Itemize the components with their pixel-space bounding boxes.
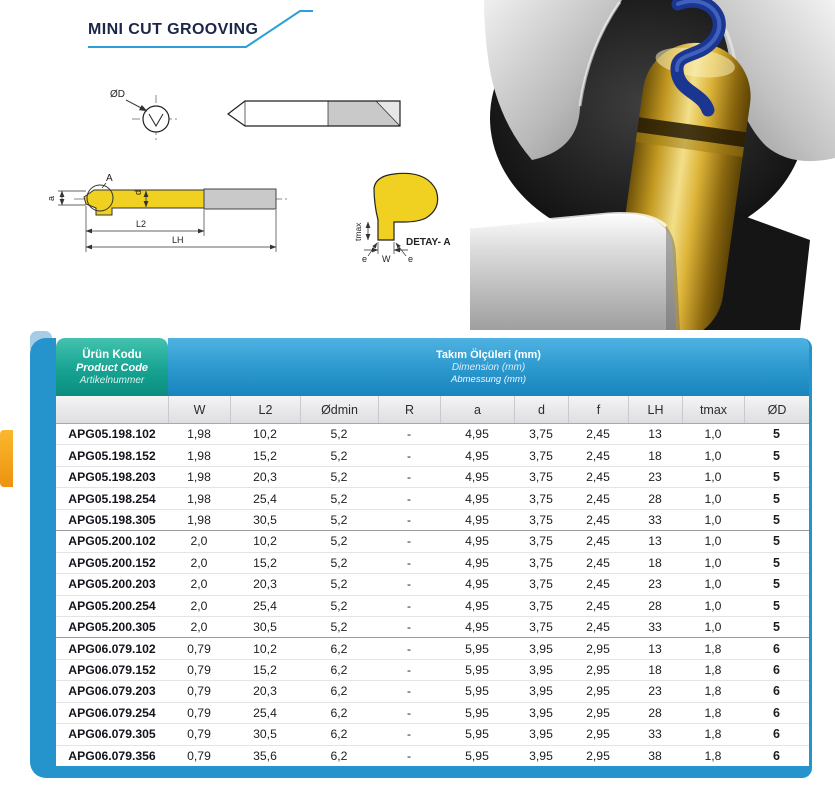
table-row [56, 680, 809, 701]
value-cell: 1,8 [704, 748, 722, 763]
value-cell: 6,2 [330, 748, 348, 763]
value-cell: - [406, 427, 412, 442]
value-cell: 3,95 [529, 748, 553, 763]
value-cell: 1,0 [704, 555, 722, 570]
section-index-tab [0, 430, 13, 487]
table-row [56, 616, 809, 637]
value-cell: 3,75 [529, 470, 553, 485]
value-cell: 2,0 [190, 620, 208, 635]
product-code: APG05.200.305 [68, 620, 156, 635]
value-cell: 2,45 [586, 512, 610, 527]
product-code: APG05.198.102 [68, 427, 156, 442]
value-cell: 23 [648, 684, 662, 699]
value-cell: 30,5 [253, 727, 277, 742]
technical-drawings [28, 64, 478, 334]
value-cell: 1,0 [704, 512, 722, 527]
product-code: APG05.198.305 [68, 512, 156, 527]
value-cell: 0,79 [187, 663, 211, 678]
column-header: a [440, 396, 514, 423]
value-cell: 6,2 [330, 684, 348, 699]
value-cell: 38 [648, 748, 662, 763]
table-row [56, 745, 809, 766]
table-row [56, 487, 809, 508]
value-cell: 33 [648, 620, 662, 635]
product-code-header [56, 338, 168, 396]
value-cell: 1,0 [704, 620, 722, 635]
value-cell: 6 [773, 641, 780, 656]
value-cell: - [406, 577, 412, 592]
value-cell: 2,45 [586, 620, 610, 635]
column-header: Ødmin [300, 396, 378, 423]
column-header: L2 [230, 396, 300, 423]
value-cell: 15,2 [253, 663, 277, 678]
table-row [56, 444, 809, 465]
value-cell: 15,2 [253, 555, 277, 570]
column-header: f [568, 396, 628, 423]
value-cell: 20,3 [253, 470, 277, 485]
value-cell: - [406, 705, 412, 720]
value-cell: 5 [773, 598, 780, 613]
value-cell: 1,98 [187, 448, 211, 463]
dim-label-e-right: e [408, 254, 414, 264]
value-cell: 5,95 [465, 663, 489, 678]
product-code: APG06.079.356 [68, 748, 156, 763]
table-row [56, 530, 809, 551]
product-code: APG05.200.254 [68, 598, 156, 613]
value-cell: 3,95 [529, 684, 553, 699]
value-cell: - [406, 663, 412, 678]
value-cell: 1,0 [704, 577, 722, 592]
value-cell: 5,2 [330, 577, 348, 592]
dimensions-header [168, 338, 809, 396]
dimensions-header-en: Dimension (mm) [451, 362, 526, 373]
product-code: APG06.079.305 [68, 727, 156, 742]
column-header: W [168, 396, 230, 423]
value-cell: 5 [773, 620, 780, 635]
value-cell: 30,5 [253, 620, 277, 635]
end-view-drawing [110, 89, 180, 143]
value-cell: 1,98 [187, 470, 211, 485]
value-cell: 1,8 [704, 641, 722, 656]
table-row [56, 573, 809, 594]
product-code: APG06.079.102 [68, 641, 156, 656]
detail-a-drawing [353, 173, 451, 264]
product-code: APG05.198.152 [68, 448, 156, 463]
detail-title: DETAY- A [406, 237, 451, 248]
table-row [56, 637, 809, 658]
product-code: APG05.198.254 [68, 491, 156, 506]
value-cell: 33 [648, 727, 662, 742]
page-title: MINI CUT GROOVING [88, 21, 259, 38]
value-cell: 6,2 [330, 641, 348, 656]
value-cell: - [406, 555, 412, 570]
value-cell: 5,95 [465, 684, 489, 699]
value-cell: 2,45 [586, 470, 610, 485]
value-cell: 25,4 [253, 491, 277, 506]
value-cell: 1,98 [187, 491, 211, 506]
value-cell: 20,3 [253, 684, 277, 699]
value-cell: 15,2 [253, 448, 277, 463]
value-cell: 20,3 [253, 577, 277, 592]
value-cell: 5,2 [330, 620, 348, 635]
table-row [56, 702, 809, 723]
value-cell: 2,0 [190, 534, 208, 549]
value-cell: 2,95 [586, 663, 610, 678]
value-cell: 23 [648, 470, 662, 485]
product-code-header-de: Artikelnummer [79, 374, 145, 386]
value-cell: - [406, 491, 412, 506]
table-header-band [56, 338, 809, 396]
value-cell: 3,95 [529, 641, 553, 656]
value-cell: 6,2 [330, 727, 348, 742]
value-cell: 1,8 [704, 727, 722, 742]
value-cell: 6 [773, 705, 780, 720]
value-cell: - [406, 470, 412, 485]
value-cell: - [406, 641, 412, 656]
value-cell: 1,8 [704, 663, 722, 678]
value-cell: 0,79 [187, 748, 211, 763]
value-cell: 5 [773, 470, 780, 485]
value-cell: 1,98 [187, 512, 211, 527]
value-cell: 3,75 [529, 448, 553, 463]
dim-label-l2: L2 [136, 219, 147, 229]
dim-label-w: W [382, 254, 391, 264]
value-cell: 5,2 [330, 534, 348, 549]
value-cell: 13 [648, 641, 662, 656]
value-cell: 3,75 [529, 598, 553, 613]
value-cell: - [406, 512, 412, 527]
table-frame [30, 338, 812, 778]
value-cell: 5 [773, 491, 780, 506]
value-cell: 6 [773, 727, 780, 742]
value-cell: 10,2 [253, 427, 277, 442]
table-row [56, 659, 809, 680]
product-code: APG05.200.152 [68, 555, 156, 570]
value-cell: 3,75 [529, 427, 553, 442]
value-cell: 2,0 [190, 577, 208, 592]
detail-ref-label: A [106, 173, 113, 184]
value-cell: 4,95 [465, 470, 489, 485]
column-header-spacer [56, 396, 168, 423]
value-cell: 4,95 [465, 555, 489, 570]
value-cell: - [406, 684, 412, 699]
value-cell: 4,95 [465, 491, 489, 506]
value-cell: 3,75 [529, 534, 553, 549]
product-code: APG05.200.203 [68, 577, 156, 592]
value-cell: 0,79 [187, 641, 211, 656]
table-row [56, 424, 809, 444]
value-cell: 5 [773, 577, 780, 592]
value-cell: 35,6 [253, 748, 277, 763]
value-cell: - [406, 534, 412, 549]
value-cell: 6 [773, 663, 780, 678]
value-cell: 2,45 [586, 577, 610, 592]
value-cell: 3,95 [529, 727, 553, 742]
catalog-table [30, 338, 812, 778]
value-cell: 10,2 [253, 641, 277, 656]
value-cell: 1,0 [704, 448, 722, 463]
product-code: APG06.079.254 [68, 705, 156, 720]
value-cell: 1,8 [704, 705, 722, 720]
value-cell: 5,2 [330, 555, 348, 570]
value-cell: 3,75 [529, 620, 553, 635]
value-cell: 5 [773, 427, 780, 442]
value-cell: 5 [773, 512, 780, 527]
value-cell: 1,0 [704, 491, 722, 506]
value-cell: 2,45 [586, 427, 610, 442]
value-cell: 3,95 [529, 705, 553, 720]
value-cell: 2,0 [190, 555, 208, 570]
value-cell: 3,75 [529, 555, 553, 570]
product-code: APG05.200.102 [68, 534, 156, 549]
value-cell: 0,79 [187, 705, 211, 720]
value-cell: 18 [648, 448, 662, 463]
value-cell: 1,0 [704, 534, 722, 549]
column-header: d [514, 396, 568, 423]
column-header-row [56, 396, 809, 424]
product-code-header-en: Product Code [75, 361, 149, 374]
value-cell: 18 [648, 555, 662, 570]
dim-label-d: d [133, 189, 143, 195]
value-cell: 4,95 [465, 534, 489, 549]
column-header: tmax [682, 396, 744, 423]
value-cell: 5,2 [330, 448, 348, 463]
value-cell: 4,95 [465, 598, 489, 613]
dimensions-header-tr: Takım Ölçüleri (mm) [436, 349, 541, 361]
workpiece-front [470, 214, 676, 330]
value-cell: - [406, 448, 412, 463]
table-row [56, 723, 809, 744]
value-cell: 2,0 [190, 598, 208, 613]
table-row [56, 466, 809, 487]
assembly-drawing [46, 173, 288, 252]
value-cell: - [406, 748, 412, 763]
value-cell: 5,2 [330, 470, 348, 485]
dim-label-lh: LH [172, 235, 184, 245]
value-cell: 3,75 [529, 491, 553, 506]
value-cell: 3,95 [529, 663, 553, 678]
column-header: ØD [744, 396, 809, 423]
value-cell: 5,95 [465, 748, 489, 763]
value-cell: 28 [648, 491, 662, 506]
value-cell: 1,98 [187, 427, 211, 442]
tool-3d-render [470, 0, 835, 330]
value-cell: 5,2 [330, 598, 348, 613]
value-cell: 13 [648, 427, 662, 442]
value-cell: 0,79 [187, 684, 211, 699]
product-code: APG06.079.203 [68, 684, 156, 699]
value-cell: 5,95 [465, 641, 489, 656]
value-cell: 1,0 [704, 427, 722, 442]
value-cell: 13 [648, 534, 662, 549]
column-header: R [378, 396, 440, 423]
value-cell: 1,0 [704, 470, 722, 485]
value-cell: 6,2 [330, 705, 348, 720]
value-cell: 5,2 [330, 427, 348, 442]
value-cell: 2,45 [586, 491, 610, 506]
value-cell: 28 [648, 705, 662, 720]
value-cell: 6 [773, 684, 780, 699]
table-row [56, 509, 809, 530]
value-cell: 28 [648, 598, 662, 613]
dim-label-tmax: tmax [353, 222, 363, 241]
value-cell: 5 [773, 534, 780, 549]
value-cell: 4,95 [465, 512, 489, 527]
value-cell: 2,95 [586, 748, 610, 763]
value-cell: 4,95 [465, 577, 489, 592]
product-code-header-tr: Ürün Kodu [82, 348, 142, 361]
value-cell: 5,2 [330, 491, 348, 506]
dim-label-e-left: e [362, 254, 368, 264]
value-cell: 2,95 [586, 727, 610, 742]
value-cell: 5 [773, 555, 780, 570]
value-cell: 4,95 [465, 620, 489, 635]
value-cell: 25,4 [253, 598, 277, 613]
value-cell: 5,95 [465, 727, 489, 742]
dim-label-a: a [46, 195, 56, 201]
value-cell: - [406, 727, 412, 742]
table-row [56, 552, 809, 573]
value-cell: 23 [648, 577, 662, 592]
value-cell: 1,8 [704, 684, 722, 699]
value-cell: 5 [773, 448, 780, 463]
value-cell: 2,45 [586, 555, 610, 570]
value-cell: 2,45 [586, 448, 610, 463]
dim-label-od: ØD [110, 89, 125, 100]
value-cell: 4,95 [465, 448, 489, 463]
value-cell: - [406, 598, 412, 613]
dimensions-header-de: Abmessung (mm) [451, 374, 526, 385]
value-cell: - [406, 620, 412, 635]
value-cell: 2,45 [586, 598, 610, 613]
column-header: LH [628, 396, 682, 423]
value-cell: 4,95 [465, 427, 489, 442]
table-row [56, 595, 809, 616]
value-cell: 1,0 [704, 598, 722, 613]
side-view-drawing [228, 101, 400, 126]
value-cell: 3,75 [529, 512, 553, 527]
value-cell: 5,2 [330, 512, 348, 527]
value-cell: 2,45 [586, 534, 610, 549]
value-cell: 2,95 [586, 684, 610, 699]
value-cell: 3,75 [529, 577, 553, 592]
value-cell: 30,5 [253, 512, 277, 527]
value-cell: 2,95 [586, 641, 610, 656]
value-cell: 18 [648, 663, 662, 678]
product-code: APG05.198.203 [68, 470, 156, 485]
value-cell: 6,2 [330, 663, 348, 678]
value-cell: 5,95 [465, 705, 489, 720]
value-cell: 10,2 [253, 534, 277, 549]
value-cell: 2,95 [586, 705, 610, 720]
value-cell: 6 [773, 748, 780, 763]
value-cell: 25,4 [253, 705, 277, 720]
value-cell: 0,79 [187, 727, 211, 742]
value-cell: 33 [648, 512, 662, 527]
table-body [56, 424, 809, 766]
product-code: APG06.079.152 [68, 663, 156, 678]
